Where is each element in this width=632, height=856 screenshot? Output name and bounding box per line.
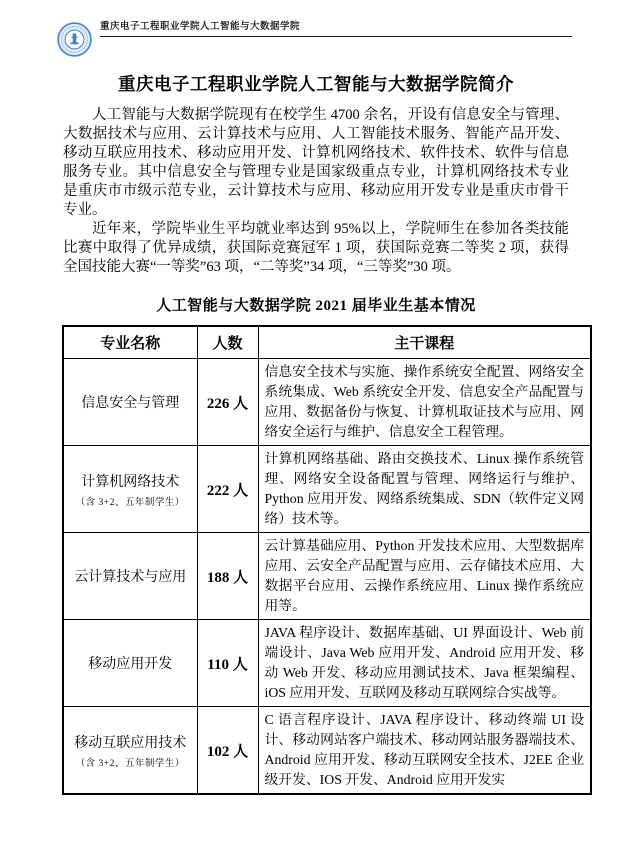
page-title: 重庆电子工程职业学院人工智能与大数据学院简介 bbox=[118, 74, 514, 94]
student-count: 226 人 bbox=[197, 359, 258, 446]
table-header-row bbox=[63, 326, 591, 359]
major-name: 移动互联应用技术 bbox=[74, 735, 187, 751]
intro-paragraph-2: 近年来，学院毕业生平均就业率达到 95%以上，学院师生在参加各类技能比赛中取得了优异成绩，获国际竞赛冠军 1 项，获国际竞赛二等奖 2 项，获得全国技能大赛“一等奖”63 项，“二等奖”34 项，“三等奖”30 项。 bbox=[63, 221, 569, 275]
major-name: 移动应用开发 bbox=[88, 657, 173, 672]
table-row bbox=[63, 707, 591, 795]
table-title: 人工智能与大数据学院 2021 届毕业生基本情况 bbox=[156, 298, 476, 314]
major-note: （含 3+2、五年制学生） bbox=[75, 497, 185, 508]
table-row bbox=[63, 620, 591, 707]
major-name: 云计算技术与应用 bbox=[74, 570, 187, 585]
student-count: 110 人 bbox=[197, 620, 258, 707]
major-name: 信息安全与管理 bbox=[81, 396, 180, 411]
column-header-count: 人数 bbox=[197, 326, 258, 359]
column-header-courses: 主干课程 bbox=[258, 326, 591, 359]
school-seal-icon bbox=[57, 22, 92, 57]
courses-list: JAVA 程序设计、数据库基础、UI 界面设计、Web 前端设计、Java Web 应用开发、Android 应用开发、移动 Web 开发、移动应用测试技术、Java 框架编程、iOS 应用开发、互联网及移动互联网综合实战等。 bbox=[258, 620, 591, 707]
courses-list: C 语言程序设计、JAVA 程序设计、移动终端 UI 设计、移动网站客户端技术、移动网站服务器端技术、Android 应用开发、移动互联网安全技术、J2EE 企业级开发、IOS 开发、Android 应用开发实 bbox=[258, 707, 591, 795]
table-row bbox=[63, 446, 591, 533]
student-count: 102 人 bbox=[197, 707, 258, 795]
graduates-table bbox=[62, 325, 592, 795]
table-row bbox=[63, 359, 591, 446]
intro-paragraph-1: 人工智能与大数据学院现有在校学生 4700 余名，开设有信息安全与管理、大数据技术与应用、云计算技术与应用、人工智能技术服务、智能产品开发、移动互联应用技术、移动应用开发、计算机网络技术、软件技术、软件与信息服务专业。其中信息安全与管理专业是国家级重点专业，计算机网络技术专业是重庆市市级示范专业，云计算技术与应用、移动应用开发专业是重庆市骨干专业。 bbox=[63, 107, 569, 218]
column-header-major: 专业名称 bbox=[63, 326, 197, 359]
major-note: （含 3+2、五年制学生） bbox=[75, 758, 185, 769]
major-name: 计算机网络技术 bbox=[81, 474, 180, 490]
header-title: 重庆电子工程职业学院人工智能与大数据学院 bbox=[100, 22, 301, 32]
page-header bbox=[0, 0, 632, 42]
header-rule bbox=[100, 16, 572, 37]
courses-list: 信息安全技术与实施、操作系统安全配置、网络安全系统集成、Web 系统安全开发、信息安全产品配置与应用、数据备份与恢复、计算机取证技术与应用、网络安全运行与维护、信息安全工程管理。 bbox=[258, 359, 591, 446]
table-row bbox=[63, 533, 591, 620]
student-count: 188 人 bbox=[197, 533, 258, 620]
courses-list: 计算机网络基础、路由交换技术、Linux 操作系统管理、网络安全设备配置与管理、网络运行与维护、Python 应用开发、网络系统集成、SDN（软件定义网络）技术等。 bbox=[258, 446, 591, 533]
student-count: 222 人 bbox=[197, 446, 258, 533]
courses-list: 云计算基础应用、Python 开发技术应用、大型数据库应用、云安全产品配置与应用、云存储技术应用、大数据平台应用、云操作系统应用、Linux 操作系统应用等。 bbox=[258, 533, 591, 620]
